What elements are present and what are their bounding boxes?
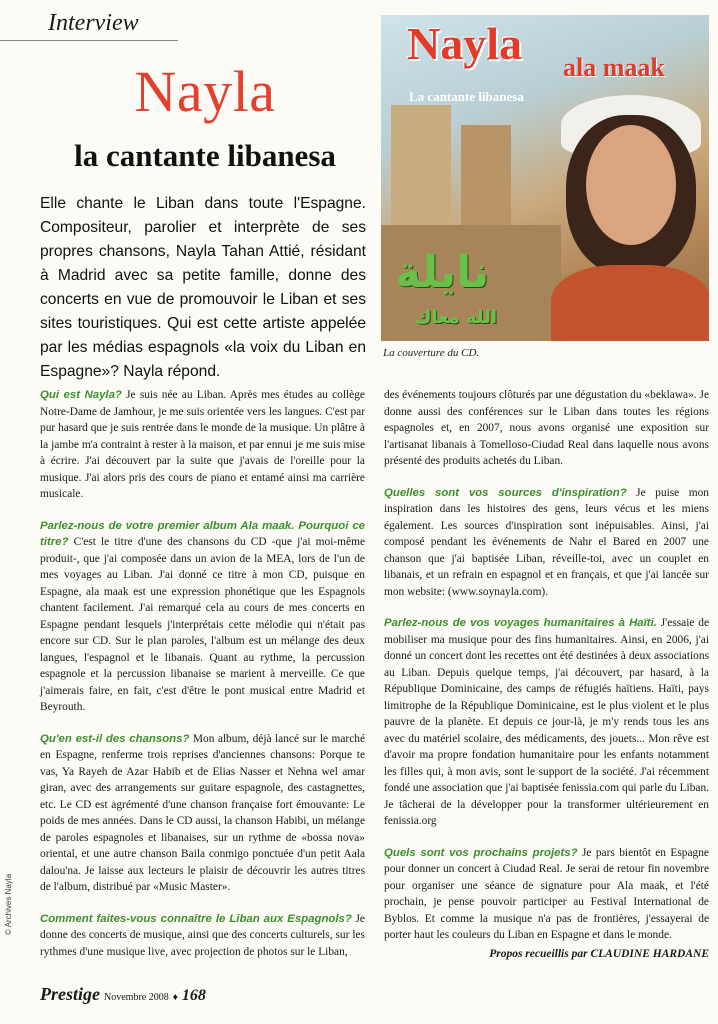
answer: Je donne des concerts de musique, ainsi que des concerts culturels, sur les rythmes d'une musique live, avec projection de photos sur le Liban,	[40, 912, 365, 958]
answer: des événements toujours clôturés par une dégustation du «beklawa». Je donne aussi des conférences sur le Liban dans toutes les régions espagnoles et, en 2007, nous avons organisé une exposition sur l'artisanat libanais à Tomelloso-Ciudad Real dans laquelle nous avons présenté des produits achetés du Liban.	[384, 389, 709, 467]
issue-date: Novembre 2008	[104, 992, 169, 1003]
ruin-column	[391, 105, 451, 245]
cd-cover-image	[381, 15, 709, 341]
answer: J'essaie de mobiliser ma musique pour des fins humanitaires. Ainsi, en 2006, j'ai donné un concert dont les recettes ont été destinées à deux associations au Liban. Depuis quelque temps, j'ai découvert, par hasard, à la République Dominicaine, des camps de réfugiés haïtiens. Haïti, pays limitrophe de la République Dominicaine, est le plus violent et le plus pauvre de la planète. Et depuis ce jour-là, je m'y rends tous les ans avec du matériel scolaire, des médicaments, des jouets... Mon rêve est d'avoir ma propre fondation humanitaire pour les enfants notamment les filles qui, à mon avis, sont le support de la société. J'ai récemment fondé une association que j'ai baptisée fenissia.com qui parle du Liban. Je tâcherai de la développer pour la transformer ultérieurement en fenissia.org	[384, 617, 709, 827]
question: Comment faites-vous connaître le Liban aux Espagnols?	[40, 912, 352, 925]
qa-paragraph	[384, 615, 709, 830]
cover-subtitle: ala maak	[563, 53, 665, 82]
page-title: Nayla	[134, 59, 276, 124]
left-column	[40, 387, 365, 975]
qa-paragraph	[40, 911, 365, 961]
page-number: 168	[181, 987, 206, 1004]
question: Parlez-nous de votre premier album Ala maak. Pourquoi ce titre?	[40, 519, 365, 548]
cover-arabic-subtitle: الله معاك	[415, 307, 498, 328]
question: Parlez-nous de vos voyages humanitaires à Haïti.	[384, 617, 657, 629]
cover-tagline: La cantante libanesa	[409, 89, 524, 104]
question: Quels sont vos prochains projets?	[384, 846, 578, 859]
byline: Propos recueillis par CLAUDINE HARDANE	[489, 947, 709, 960]
photo-credit: © Archives Nayla	[4, 873, 13, 935]
answer: C'est le titre d'une des chansons du CD -que j'ai moi-même produit-, que j'ai composée dans un avion de la MEA, lors de l'un de mes voyages au Liban. J'ai donné ce titre à mon CD, puisque en Espagne, ala maak est une expression phonétique que les Espagnols chantent facilement. J'ai remarqué cela au cours de mes concerts en Espagne pendant lesquels j'interprétais cette mélodie qui n'était pas encore sur CD. Sur le plan paroles, l'album est un mélange des deux langues, l'espagnol et le libanais. Quant au rythme, la percussion espagnole et la percussion libanaise se marient à merveille. Ce que j'aimerais faire, en fait, c'est d'être le pont musical entre Madrid et Beyrouth.	[40, 536, 365, 713]
face	[586, 125, 676, 245]
answer: Je suis née au Liban. Après mes études au collège Notre-Dame de Jamhour, je me suis orientée vers les langues. C'est par pur hasard que je suis rentrée dans le monde de la musique. Un plâtre à la jambe m'a contraint à rester à la maison, et par ennui je me suis mise à écrire. J'ai découvert par la suite que j'avais de l'oreille pour la musique. J'ai alors pris des cours de piano et entamé ainsi ma carrière musicale.	[40, 389, 365, 500]
header-rule	[0, 40, 178, 41]
qa-paragraph	[384, 845, 709, 944]
cover-arabic-title: نايلة	[395, 247, 490, 298]
footer-bullet: ♦	[172, 992, 178, 1003]
qa-paragraph	[384, 387, 709, 470]
right-column	[384, 387, 709, 962]
qa-paragraph	[40, 731, 365, 896]
qa-paragraph	[384, 485, 709, 601]
shoulders	[551, 265, 709, 341]
footer	[40, 984, 206, 1005]
cover-title: Nayla	[407, 18, 522, 69]
answer: Je puise mon inspiration dans les histoires des gens, leurs vécus et les miens également. Les sources d'inspiration sont inépuisables. Ainsi, j'ai composé pendant les événements de Nahr el Bared en 2007 une chanson que j'ai baptisée Liban, réveille-toi, avec un couplet en libanais, et un refrain en espagnol et en français, et que j'ai lancée sur mon website: (www.soynayla.com).	[384, 486, 709, 598]
qa-paragraph	[40, 518, 365, 716]
cover-caption: La couverture du CD.	[383, 347, 480, 359]
question: Quelles sont vos sources d'inspiration?	[384, 486, 627, 499]
magazine-name: Prestige	[40, 984, 100, 1004]
answer: Mon album, déjà lancé sur le marché en Espagne, renferme trois reprises d'anciennes chansons: Porque te vas, Ya Rayeh de Azar Habib et de Elias Nasser et Nehna wel amar giran, avec des arrangements sur guitare espagnole, des castagnettes, etc. Le CD est agrémenté d'une chanson française fort émouvante: Le poids de mes années. Dans le CD aussi, la chanson Habibi, un mélange de paroles espagnoles et libanaises, sur un rythme de «bossa nova» oriental, et une autre chanson Baila conmigo ponctuée d'un petit Aala dalou'na. Je laisse aux lecteurs le plaisir de découvrir les autres titres de l'album, distribué par «Music Master».	[40, 732, 365, 893]
section-label: Interview	[48, 10, 139, 36]
qa-paragraph	[40, 387, 365, 503]
question: Qui est Nayla?	[40, 389, 122, 401]
question: Qu'en est-il des chansons?	[40, 732, 190, 745]
page-subtitle: la cantante libanesa	[74, 138, 336, 173]
answer: Je pars bientôt en Espagne pour donner un concert à Ciudad Real. Je serai de retour fin novembre pour organiser une séance de signature pour Ala maak, et l'été prochain, je pense pouvoir participer au Festival International de Byblos. Et comme la musique n'a pas de frontières, j'essayerai de porter haut les couleurs du Liban en Espagne et dans le monde.	[384, 846, 709, 941]
lede-paragraph: Elle chante le Liban dans toute l'Espagne. Compositeur, parolier et interprète de ses propres chansons, Nayla Tahan Attié, résidant à Madrid avec sa petite famille, donne des concerts en vue de promouvoir le Liban et ses sites touristiques. Qui est cette artiste appelée par les médias espagnols «la voix du Liban en Espagne»? Nayla répond.	[40, 195, 366, 380]
